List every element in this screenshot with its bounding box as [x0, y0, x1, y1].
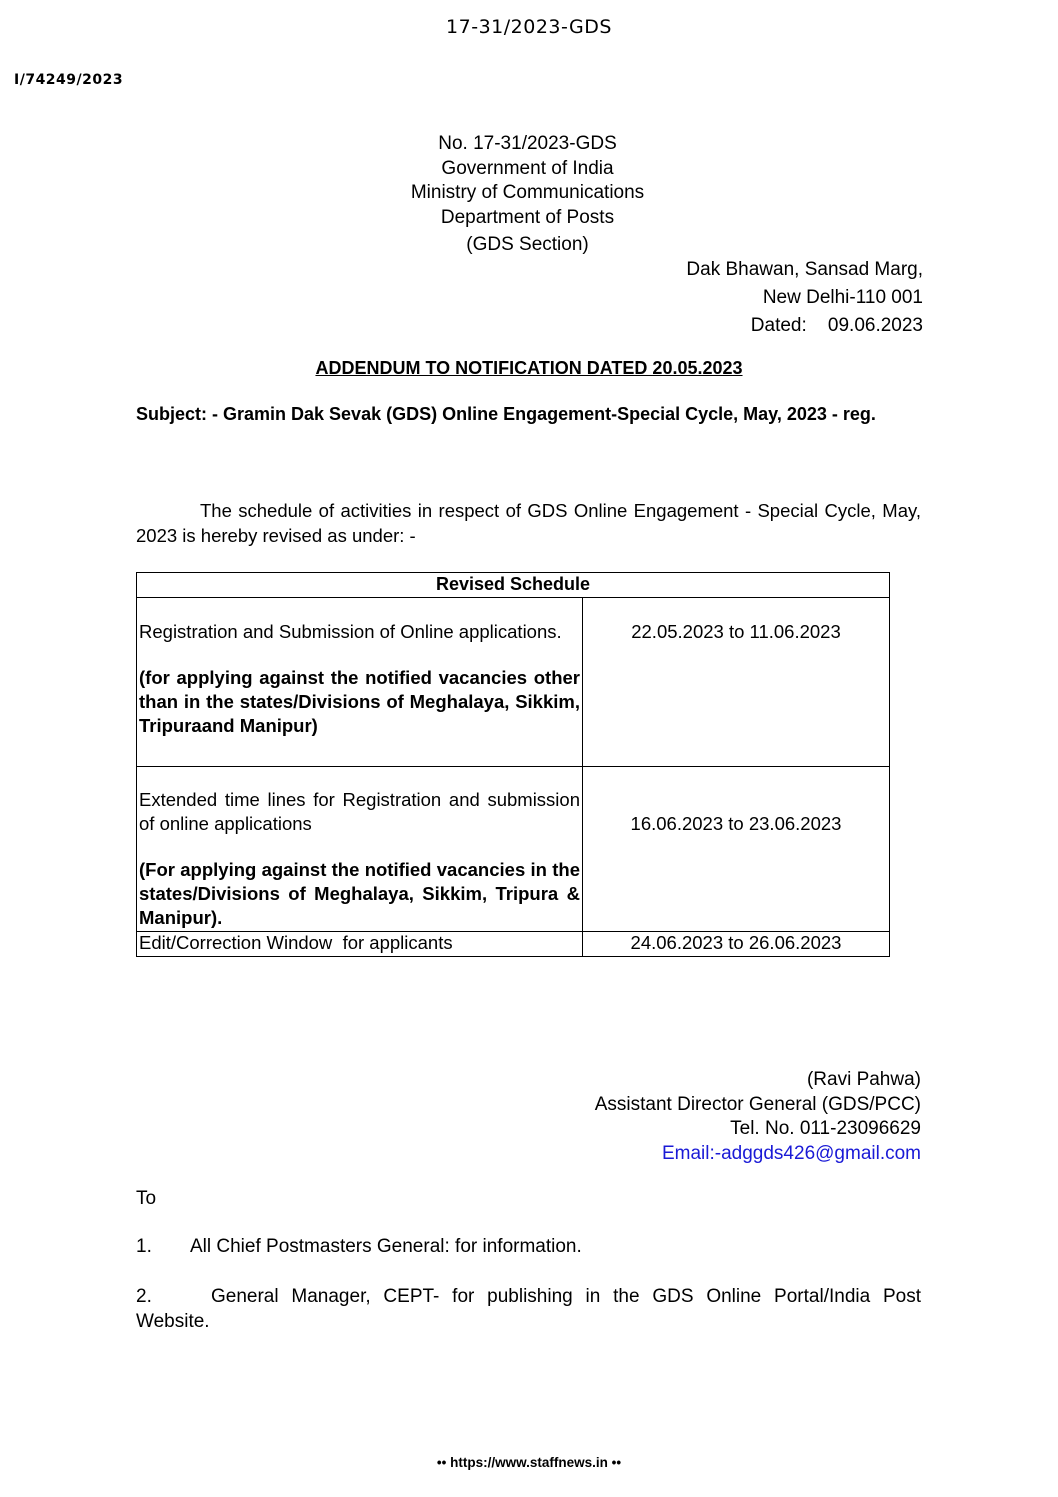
address-line-1: Dak Bhawan, Sansad Marg,	[686, 259, 923, 280]
activity-cell	[137, 932, 583, 957]
item-text: General Manager, CEPT- for publishing in the GDS Online Portal/India Post Website.	[136, 1286, 921, 1332]
document-title: ADDENDUM TO NOTIFICATION DATED 20.05.2023	[315, 358, 743, 378]
item-number: 2.	[136, 1286, 152, 1307]
signatory-email-link[interactable]: Email:-adggds426@gmail.com	[661, 1142, 921, 1164]
subject-line: Subject: - Gramin Dak Sevak (GDS) Online Engagement-Special Cycle, May, 2023 - reg.	[136, 404, 876, 424]
activity-note: (For applying against the notified vacancies in the states/Divisions of Meghalaya, Sikkim, Tripura & Manipur).	[139, 859, 580, 928]
activity-note: (for applying against the notified vacancies other than in the states/Divisions of Meghalaya, Sikkim, Tripuraand Manipur)	[139, 667, 580, 736]
dates-text: 22.05.2023 to 11.06.2023	[631, 621, 841, 642]
reference-number: No. 17-31/2023-GDS	[438, 133, 617, 154]
dates-cell	[583, 767, 890, 932]
distribution-item	[136, 1236, 582, 1258]
item-number: 1.	[136, 1236, 152, 1257]
signature-block	[595, 1068, 921, 1166]
activity-text: Registration and Submission of Online applications.	[139, 621, 562, 642]
address-block	[686, 256, 923, 340]
footer-watermark-link[interactable]: •• https://www.staffnews.in ••	[436, 1455, 622, 1470]
intro-text: The schedule of activities in respect of GDS Online Engagement - Special Cycle, May, 2023 is hereby revised as under: -	[136, 500, 921, 546]
signatory-name: (Ravi Pahwa)	[806, 1069, 921, 1090]
to-label: To	[136, 1188, 157, 1209]
government-name: Government of India	[441, 157, 614, 179]
revised-schedule-table	[136, 572, 890, 957]
table-row	[137, 767, 890, 932]
activity-text: Extended time lines for Registration and submission of online applications	[139, 789, 580, 834]
address-line-2: New Delhi-110 001	[762, 287, 923, 308]
dates-cell	[583, 932, 890, 957]
dated-label: Dated:	[750, 315, 807, 336]
table-row	[137, 932, 890, 957]
dated-line	[686, 312, 923, 340]
signatory-designation: Assistant Director General (GDS/PCC)	[594, 1093, 921, 1115]
file-number-stamp: 17-31/2023-GDS	[446, 16, 612, 38]
table-row	[137, 598, 890, 767]
schedule-heading: Revised Schedule	[137, 573, 890, 598]
dates-cell	[583, 598, 890, 767]
ministry-name: Ministry of Communications	[410, 182, 645, 203]
distribution-item	[136, 1284, 921, 1334]
letter-header	[330, 132, 725, 258]
intro-paragraph	[136, 498, 921, 548]
item-text: All Chief Postmasters General: for information.	[190, 1236, 582, 1257]
dates-text: 16.06.2023 to 23.06.2023	[630, 813, 842, 834]
section-name: (GDS Section)	[466, 234, 589, 255]
activity-cell	[137, 598, 583, 767]
department-name: Department of Posts	[440, 206, 615, 228]
dated-value: 09.06.2023	[827, 315, 923, 336]
activity-cell	[137, 767, 583, 932]
dates-text: 24.06.2023 to 26.06.2023	[630, 932, 842, 953]
signatory-phone: Tel. No. 011-23096629	[730, 1118, 921, 1139]
activity-text: Edit/Correction Window for applicants	[139, 932, 453, 953]
receipt-number-stamp: I/74249/2023	[14, 72, 124, 88]
